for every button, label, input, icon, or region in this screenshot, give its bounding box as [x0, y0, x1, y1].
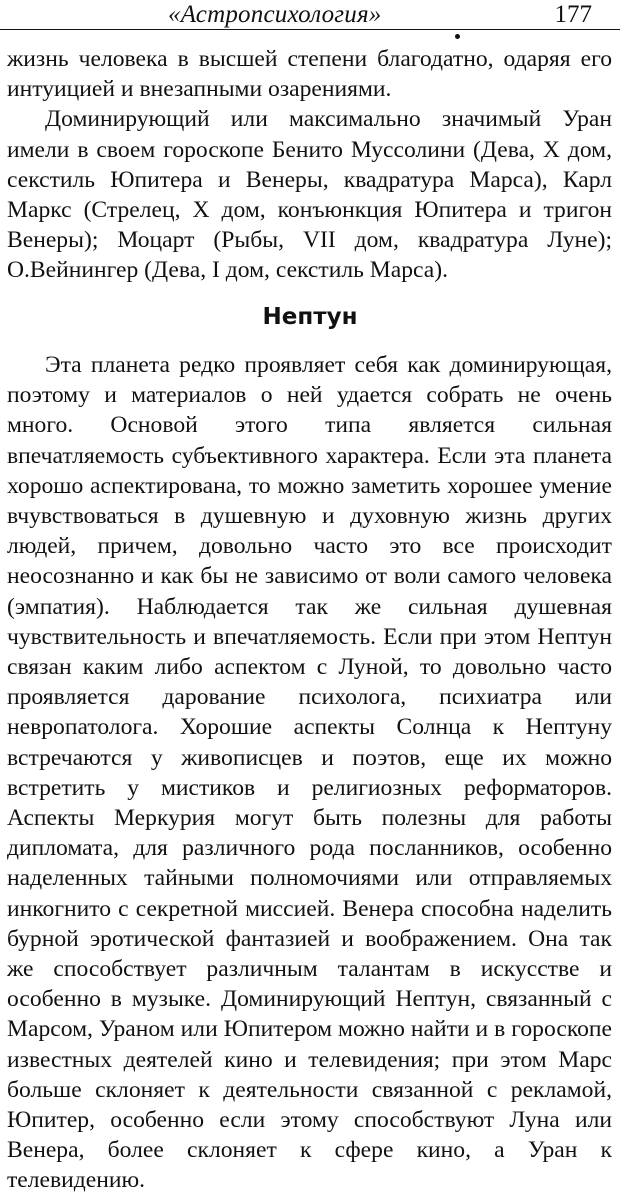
print-speck [455, 34, 460, 39]
uranus-examples-paragraph: Доминирующий или максимально значимый Уран имели в своем гороскопе Бенито Муссолини (Дева, X дом, секстиль Юпитера и Венеры, квадратура Марса), Карл Маркс (Стрелец, X дом, конъюнкция Юпитера и тригон Венеры); Моцарт (Рыбы, VII дом, квадратура Луне); О.Вейнингер (Дева, I дом, секстиль Марса). [7, 106, 612, 284]
running-title: «Астропсихология» [168, 1, 382, 28]
top-text-block [7, 44, 612, 286]
neptune-paragraph: Эта планета редко проявляет себя как доминирующая, поэтому и материалов о ней удается собрать не очень много. Основой этого типа является сильная впечатляемость субъективного характера. Если эта планета хорошо аспектирована, то можно заметить хорошее умение вчувствоваться в душевную и духовную жизнь других людей, причем, довольно часто это все происходит неосознанно и как бы не зависимо от воли самого человека (эмпатия). Наблюдается так же сильная душевная чувствительность и впечатляемость. Если при этом Нептун связан каким либо аспектом с Луной, то довольно часто проявляется дарование психолога, психиатра или невропатолога. Хорошие аспекты Солнца к Нептуну встречаются у живописцев и поэтов, еще их можно встретить у мистиков и религиозных реформаторов. Аспекты Меркурия могут быть полезны для работы дипломата, для различного рода посланников, особенно наделенных тайными полномочиями или отправляемых инкогнито с секретной миссией. Венера способна наделить бурной эротической фантазией и воображением. Она так же способствует различным талантам в искусстве и особенно в музыке. Доминирующий Нептун, связанный с Марсом, Ураном или Юпитером можно найти и в гороскопе известных деятелей кино и телевидения; при этом Марс больше склоняет к деятельности связанной с рекламой, Юпитер, особенно если этому способствуют Луна или Венера, более склоняет к сфере кино, а Уран к телевидению. [7, 352, 612, 1194]
continued-paragraph: жизнь человека в высшей степени благодатно, одаряя его интуицией и внезапными озарениями. [7, 46, 612, 103]
neptune-text-block [7, 350, 612, 1196]
header-rule [0, 29, 620, 30]
running-header [0, 0, 620, 32]
page-number: 177 [554, 1, 592, 28]
section-heading: Нептун [262, 304, 358, 330]
